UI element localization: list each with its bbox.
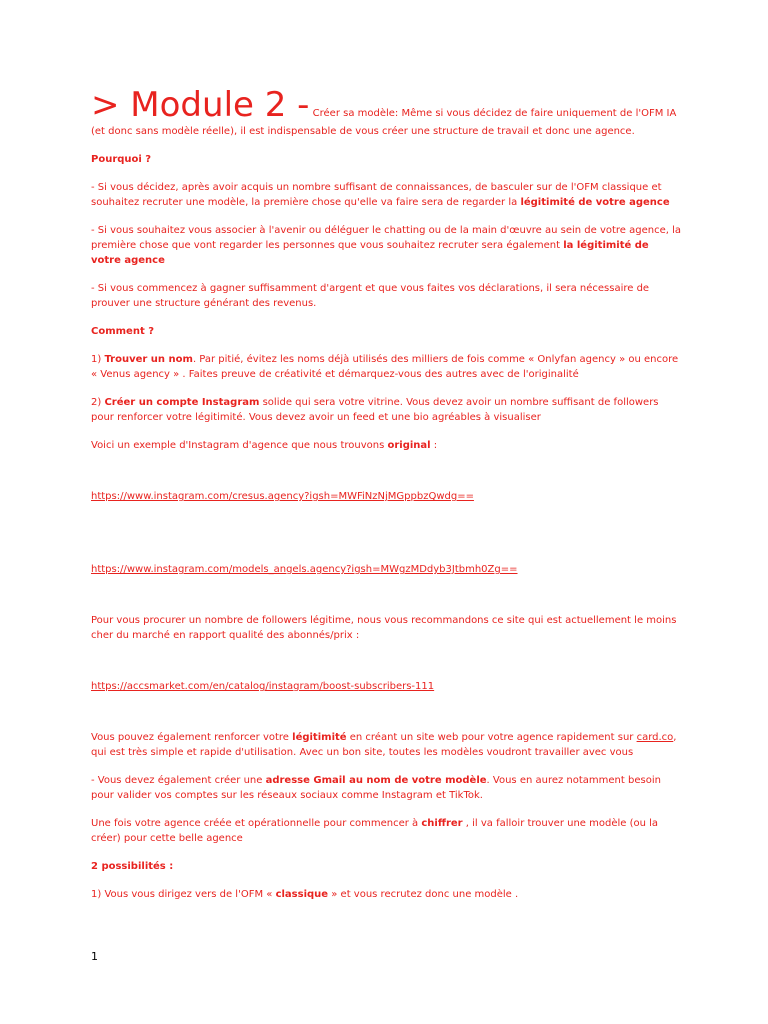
example-intro: Voici un exemple d'Instagram d'agence que nous trouvons original : (91, 440, 438, 451)
page-number: 1 (91, 950, 98, 963)
module-title: > Module 2 - (91, 85, 310, 125)
instagram-link-2-paragraph (91, 562, 681, 577)
why-paragraph-2: - Si vous souhaitez vous associer à l'avenir ou déléguer le chatting ou de la main d'œuvre au sein de votre agence, la première chose que vont regarder les personnes que vous souhaitez recruter sera également la légitimité de votre agence (91, 225, 682, 266)
how-heading: Comment ? (91, 326, 155, 337)
option-1-paragraph: 1) Vous vous dirigez vers de l'OFM « classique » et vous recrutez donc une modèle . (91, 889, 519, 900)
why-paragraph-1: - Si vous décidez, après avoir acquis un nombre suffisant de connaissances, de basculer sur de l'OFM classique et souhaitez recruter une modèle, la première chose qu'elle va faire sera de regarder la légitimité de votre agence (91, 182, 670, 208)
agency-paragraph: Une fois votre agence créée et opérationnelle pour commencer à chiffrer , il va falloir trouver une modèle (ou la créer) pour cette belle agence (91, 818, 659, 844)
possibilities-heading: 2 possibilités : (91, 861, 174, 872)
how-step-1: 1) Trouver un nom. Par pitié, évitez les noms déjà utilisés des milliers de fois comme « Onlyfan agency » ou encore « Venus agency » . Faites preuve de créativité et démarquez-vous des autres avec de l'originalité (91, 354, 679, 380)
title-intro-text: Créer sa modèle: Même si vous décidez de faire uniquement de l'OFM IA (et donc sans modèle réelle), il est indispensable de vous créer une structure de travail et donc une agence. (91, 108, 677, 137)
gmail-paragraph: - Vous devez également créer une adresse Gmail au nom de votre modèle. Vous en aurez notamment besoin pour valider vos comptes sur les réseaux sociaux comme Instagram et TikTok. (91, 775, 661, 801)
why-heading: Pourquoi ? (91, 154, 152, 165)
accsmarket-link-paragraph (91, 679, 681, 694)
title-paragraph (91, 86, 681, 139)
document-body (91, 86, 681, 915)
card-co-link[interactable]: card.co (636, 732, 674, 743)
instagram-link-cresus[interactable]: https://www.instagram.com/cresus.agency?igsh=MWFiNzNjMGppbzQwdg== (91, 491, 474, 502)
website-paragraph: Vous pouvez également renforcer votre légitimité en créant un site web pour votre agence rapidement sur card.co, qui est très simple et rapide d'utilisation. Avec un bon site, toutes les modèles voudront travailler avec vous (91, 732, 677, 758)
how-step-2: 2) Créer un compte Instagram solide qui sera votre vitrine. Vous devez avoir un nombre suffisant de followers pour renforcer votre légitimité. Vous devez avoir un feed et une bio agréables à visualiser (91, 397, 659, 423)
instagram-link-1-paragraph (91, 489, 681, 504)
why-paragraph-3: - Si vous commencez à gagner suffisamment d'argent et que vous faites vos déclarations, il sera nécessaire de prouver une structure générant des revenus. (91, 283, 650, 309)
instagram-link-models-angels[interactable]: https://www.instagram.com/models_angels.agency?igsh=MWgzMDdyb3Jtbmh0Zg== (91, 564, 518, 575)
followers-paragraph: Pour vous procurer un nombre de followers légitime, nous vous recommandons ce site qui est actuellement le moins cher du marché en rapport qualité des abonnés/prix : (91, 615, 677, 641)
accsmarket-link[interactable]: https://accsmarket.com/en/catalog/instagram/boost-subscribers-111 (91, 681, 435, 692)
